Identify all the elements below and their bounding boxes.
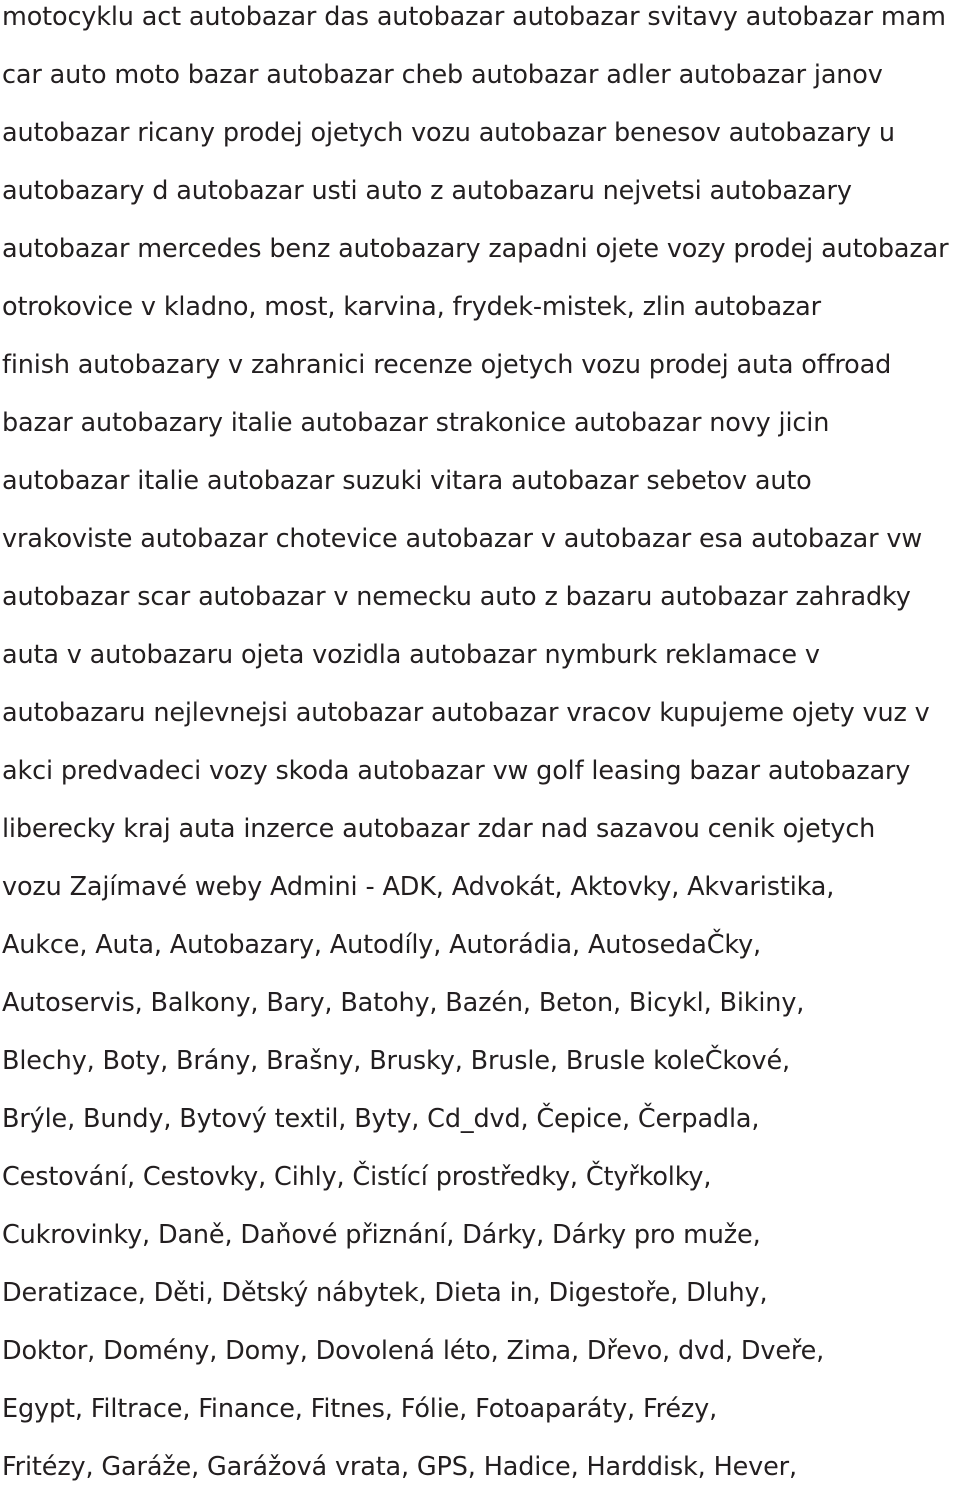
text-line-21: Cestování, Cestovky, Cihly, Čistící prostředky, Čtyřkolky,	[2, 1162, 712, 1192]
text-line-15: liberecky kraj auta inzerce autobazar zdar nad sazavou cenik ojetych	[2, 814, 876, 844]
text-line-6: otrokovice v kladno, most, karvina, frydek-mistek, zlin autobazar	[2, 292, 821, 322]
text-line-7: finish autobazary v zahranici recenze ojetych vozu prodej auta offroad	[2, 350, 892, 380]
text-line-20: Brýle, Bundy, Bytový textil, Byty, Cd_dvd, Čepice, Čerpadla,	[2, 1104, 760, 1134]
text-line-23: Deratizace, Děti, Dětský nábytek, Dieta in, Digestoře, Dluhy,	[2, 1278, 768, 1308]
text-line-4: autobazary d autobazar usti auto z autobazaru nejvetsi autobazary	[2, 176, 852, 206]
text-line-1: motocyklu act autobazar das autobazar autobazar svitavy autobazar mam	[2, 2, 946, 32]
text-line-5: autobazar mercedes benz autobazary zapadni ojete vozy prodej autobazar	[2, 234, 949, 264]
text-line-2: car auto moto bazar autobazar cheb autobazar adler autobazar janov	[2, 60, 883, 90]
text-line-18: Autoservis, Balkony, Bary, Batohy, Bazén, Beton, Bicykl, Bikiny,	[2, 988, 805, 1018]
text-line-17: Aukce, Auta, Autobazary, Autodíly, Autorádia, AutosedaČky,	[2, 930, 761, 960]
text-line-12: auta v autobazaru ojeta vozidla autobazar nymburk reklamace v	[2, 640, 820, 670]
text-line-26: Fritézy, Garáže, Garážová vrata, GPS, Hadice, Harddisk, Hever,	[2, 1452, 797, 1482]
text-line-14: akci predvadeci vozy skoda autobazar vw golf leasing bazar autobazary	[2, 756, 911, 786]
text-line-13: autobazaru nejlevnejsi autobazar autobazar vracov kupujeme ojety vuz v	[2, 698, 930, 728]
text-line-25: Egypt, Filtrace, Finance, Fitnes, Fólie, Fotoaparáty, Frézy,	[2, 1394, 718, 1424]
text-line-22: Cukrovinky, Daně, Daňové přiznání, Dárky, Dárky pro muže,	[2, 1220, 761, 1250]
text-line-16: vozu Zajímavé weby Admini - ADK, Advokát, Aktovky, Akvaristika,	[2, 872, 835, 902]
document-text	[2, 0, 960, 1487]
text-line-19: Blechy, Boty, Brány, Brašny, Brusky, Brusle, Brusle koleČkové,	[2, 1046, 790, 1076]
text-line-3: autobazar ricany prodej ojetych vozu autobazar benesov autobazary u	[2, 118, 895, 148]
text-line-10: vrakoviste autobazar chotevice autobazar v autobazar esa autobazar vw	[2, 524, 923, 554]
text-line-9: autobazar italie autobazar suzuki vitara autobazar sebetov auto	[2, 466, 812, 496]
text-line-24: Doktor, Domény, Domy, Dovolená léto, Zima, Dřevo, dvd, Dveře,	[2, 1336, 825, 1366]
text-line-8: bazar autobazary italie autobazar strakonice autobazar novy jicin	[2, 408, 830, 438]
text-line-11: autobazar scar autobazar v nemecku auto z bazaru autobazar zahradky	[2, 582, 911, 612]
